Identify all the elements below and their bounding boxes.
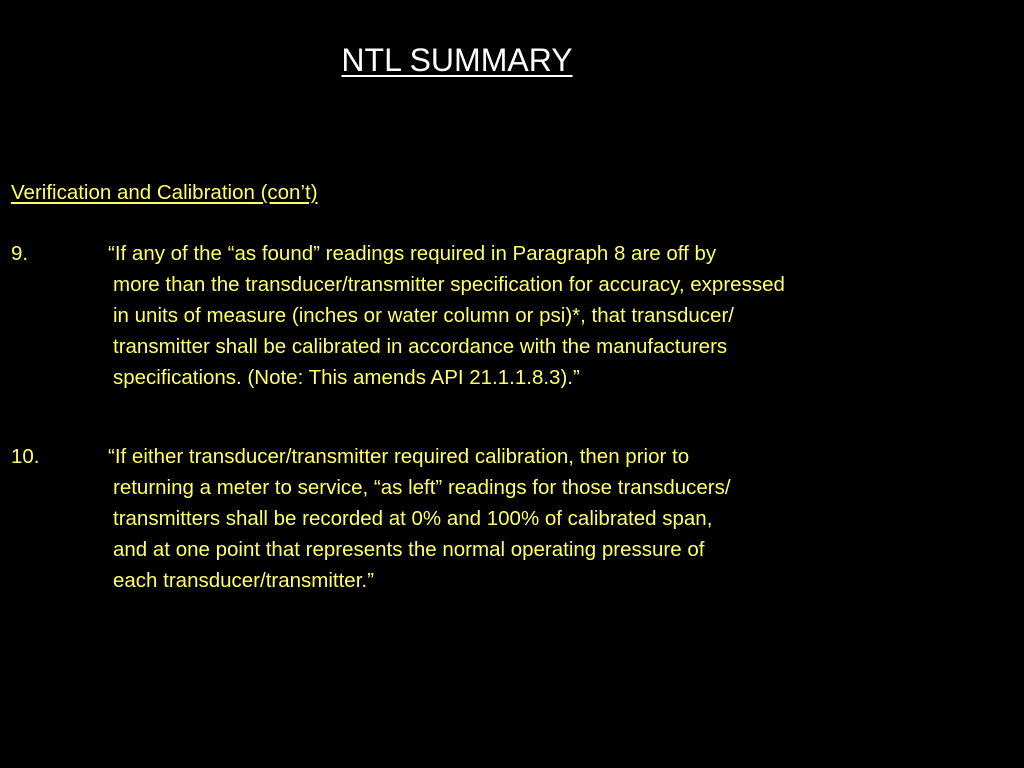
item-line: transmitters shall be recorded at 0% and 100% of calibrated span, <box>113 507 713 530</box>
item-line: each transducer/transmitter.” <box>113 569 374 592</box>
item-line: specifications. (Note: This amends API 21.1.1.8.3).” <box>113 366 580 389</box>
item-line: returning a meter to service, “as left” readings for those transducers/ <box>113 476 731 499</box>
slide-title-text: NTL SUMMARY <box>341 42 573 78</box>
item-line: and at one point that represents the normal operating pressure of <box>113 538 705 561</box>
slide-title <box>0 40 1024 80</box>
item-line: in units of measure (inches or water column or psi)*, that transducer/ <box>113 304 734 327</box>
item-line: “If any of the “as found” readings required in Paragraph 8 are off by <box>108 242 717 265</box>
section-subtitle: Verification and Calibration (con’t) <box>11 181 318 204</box>
item-line: “If either transducer/transmitter required calibration, then prior to <box>108 445 690 468</box>
item-number: 10. <box>11 445 40 468</box>
item-line: more than the transducer/transmitter specification for accuracy, expressed <box>113 273 785 296</box>
item-line: transmitter shall be calibrated in accordance with the manufacturers <box>113 335 728 358</box>
item-number: 9. <box>11 242 29 265</box>
